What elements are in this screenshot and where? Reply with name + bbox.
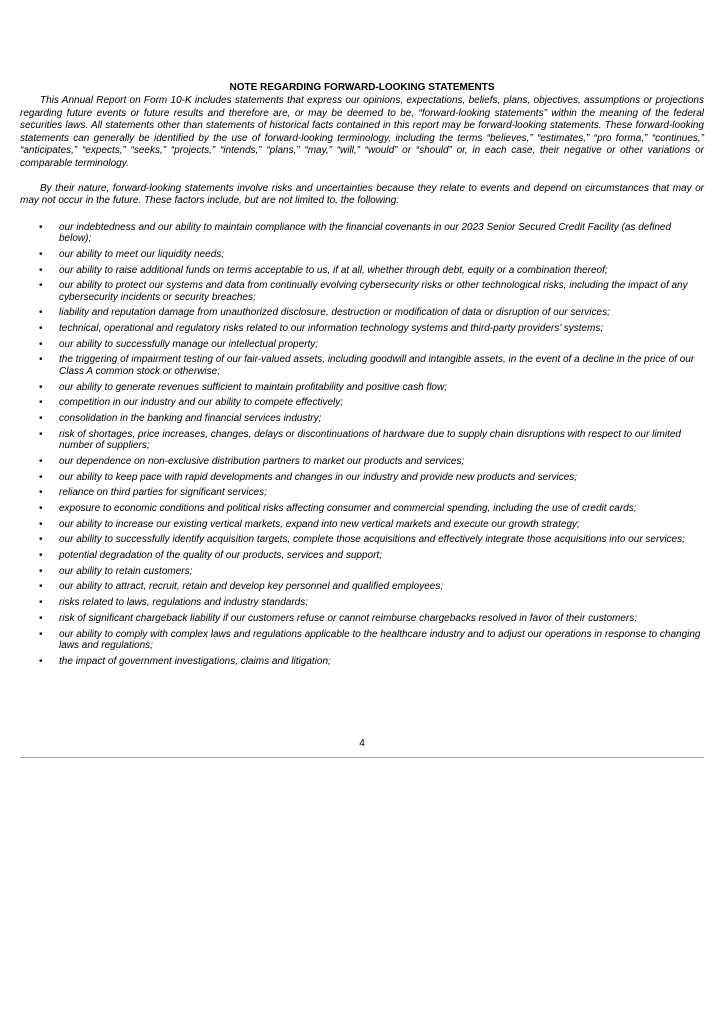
intro-paragraph: This Annual Report on Form 10-K includes statements that express our opinions, expectations, beliefs, plans, objectives, assumptions or projections regarding future events or future results and therefore are, or may be deemed to be, “forward-looking statements” within the meaning of the federal securities laws. All statements other than statements of historical facts contained in this report may be forward-looking statements. These forward-looking statements can generally be identified by the use of forward-looking terminology, including the terms “believes,” “estimates,” “pro forma,” “continues,” “anticipates,” “expects,” “seeks,” “projects,” “intends,” “plans,” “may,” “will,” “would” or “should” or, in each case, their negative or other variations or comparable terminology. (20, 95, 704, 169)
bullet-icon: • (39, 471, 43, 483)
list-item (20, 323, 704, 334)
list-item (20, 534, 704, 545)
list-item-text: our ability to raise additional funds on terms acceptable to us, if at all, whether through debt, equity or a combination thereof; (59, 264, 608, 276)
bullet-icon: • (39, 487, 43, 499)
list-item (20, 429, 704, 452)
list-item-text: liability and reputation damage from unauthorized disclosure, destruction or modification of data or disruption of our services; (59, 307, 610, 319)
risk-factor-list (20, 222, 704, 667)
page-divider (20, 757, 704, 758)
list-item-text: risk of significant chargeback liability if our customers refuse or cannot reimburse chargebacks resolved in favor of their customers; (59, 612, 638, 624)
bullet-icon: • (39, 612, 43, 624)
list-item-text: risks related to laws, regulations and industry standards; (59, 597, 309, 609)
list-item (20, 339, 704, 350)
list-item-text: our indebtedness and our ability to maintain compliance with the financial covenants in our 2023 Senior Secured Credit Facility (as defined below); (59, 221, 672, 245)
list-item (20, 656, 704, 667)
document-page (20, 82, 704, 671)
list-item (20, 472, 704, 483)
bullet-icon: • (39, 581, 43, 593)
bullet-icon: • (39, 534, 43, 546)
list-item (20, 307, 704, 318)
list-item (20, 487, 704, 498)
list-item (20, 382, 704, 393)
list-item (20, 413, 704, 424)
section-heading: NOTE REGARDING FORWARD-LOOKING STATEMENTS (229, 82, 495, 93)
bullet-icon: • (39, 338, 43, 350)
list-item-text: competition in our industry and our ability to compete effectively; (59, 397, 344, 409)
bullet-icon: • (39, 307, 43, 319)
list-item (20, 503, 704, 514)
bullet-icon: • (39, 248, 43, 260)
bullet-icon: • (39, 518, 43, 530)
list-item-text: the triggering of impairment testing of our fair-valued assets, including goodwill and intangible assets, in the event of a decline in the price of our Class A common stock or otherwise; (59, 354, 695, 377)
list-item (20, 265, 704, 276)
list-item (20, 456, 704, 467)
list-item-text: technical, operational and regulatory risks related to our information technology systems and third-party providers’ systems; (59, 323, 604, 335)
list-item (20, 613, 704, 624)
bullet-icon: • (39, 455, 43, 467)
list-item-text: our ability to keep pace with rapid developments and changes in our industry and provide new products and services; (59, 471, 578, 483)
list-item-text: our ability to increase our existing vertical markets, expand into new vertical markets and execute our growth strategy; (59, 518, 580, 530)
list-item-text: our ability to successfully manage our intellectual property; (59, 338, 319, 350)
list-item-text: potential degradation of the quality of our products, services and support; (59, 550, 382, 562)
list-item-text: our ability to meet our liquidity needs; (59, 248, 225, 260)
list-item-text: risk of shortages, price increases, changes, delays or discontinuations of hardware due to supply chain disruptions with respect to our limited number of suppliers; (59, 428, 681, 452)
list-item-text: our ability to comply with complex laws and regulations applicable to the healthcare industry and to adjust our operations in response to changing laws and regulations; (59, 628, 701, 651)
list-item (20, 280, 704, 303)
list-item-text: exposure to economic conditions and political risks affecting consumer and commercial spending, including the use of credit cards; (59, 502, 637, 514)
list-item-text: the impact of government investigations, claims and litigation; (59, 655, 331, 667)
list-item (20, 629, 704, 652)
list-item (20, 354, 704, 377)
bullet-icon: • (39, 397, 43, 409)
list-item-text: our ability to retain customers; (59, 565, 193, 577)
list-item (20, 597, 704, 608)
list-item-text: our ability to attract, recruit, retain and develop key personnel and qualified employees; (59, 581, 444, 593)
bullet-icon: • (39, 550, 43, 562)
bullet-icon: • (39, 428, 43, 440)
bullet-icon: • (39, 655, 43, 667)
list-item-text: reliance on third parties for significant services; (59, 487, 267, 499)
list-item-text: our ability to successfully identify acquisition targets, complete those acquisitions and effectively integrate those acquisitions into our services; (59, 534, 685, 546)
bullet-icon: • (39, 354, 43, 366)
bullet-icon: • (39, 280, 43, 292)
list-item-text: our ability to protect our systems and data from continually evolving cybersecurity risks or other technological risks, including the impact of any cybersecurity incidents or security breaches; (59, 280, 688, 303)
bullet-icon: • (39, 221, 43, 233)
bullet-icon: • (39, 264, 43, 276)
bullet-icon: • (39, 323, 43, 335)
bullet-icon: • (39, 413, 43, 424)
list-item (20, 249, 704, 260)
list-item-text: consolidation in the banking and financial services industry; (59, 413, 322, 424)
list-item (20, 581, 704, 592)
list-item (20, 550, 704, 561)
bullet-icon: • (39, 565, 43, 577)
list-item (20, 566, 704, 577)
list-item-text: our dependence on non-exclusive distribution partners to market our products and services; (59, 455, 465, 467)
list-item (20, 397, 704, 408)
bullet-icon: • (39, 597, 43, 609)
page-number: 4 (359, 738, 365, 749)
factors-paragraph: By their nature, forward-looking statements involve risks and uncertainties because they relate to events and depend on circumstances that may or may not occur in the future. These factors include, but are not limited to, the following: (20, 182, 704, 207)
bullet-icon: • (39, 381, 43, 393)
list-item (20, 222, 704, 245)
list-item (20, 519, 704, 530)
bullet-icon: • (39, 628, 43, 640)
bullet-icon: • (39, 502, 43, 514)
list-item-text: our ability to generate revenues sufficient to maintain profitability and positive cash flow; (59, 381, 447, 393)
